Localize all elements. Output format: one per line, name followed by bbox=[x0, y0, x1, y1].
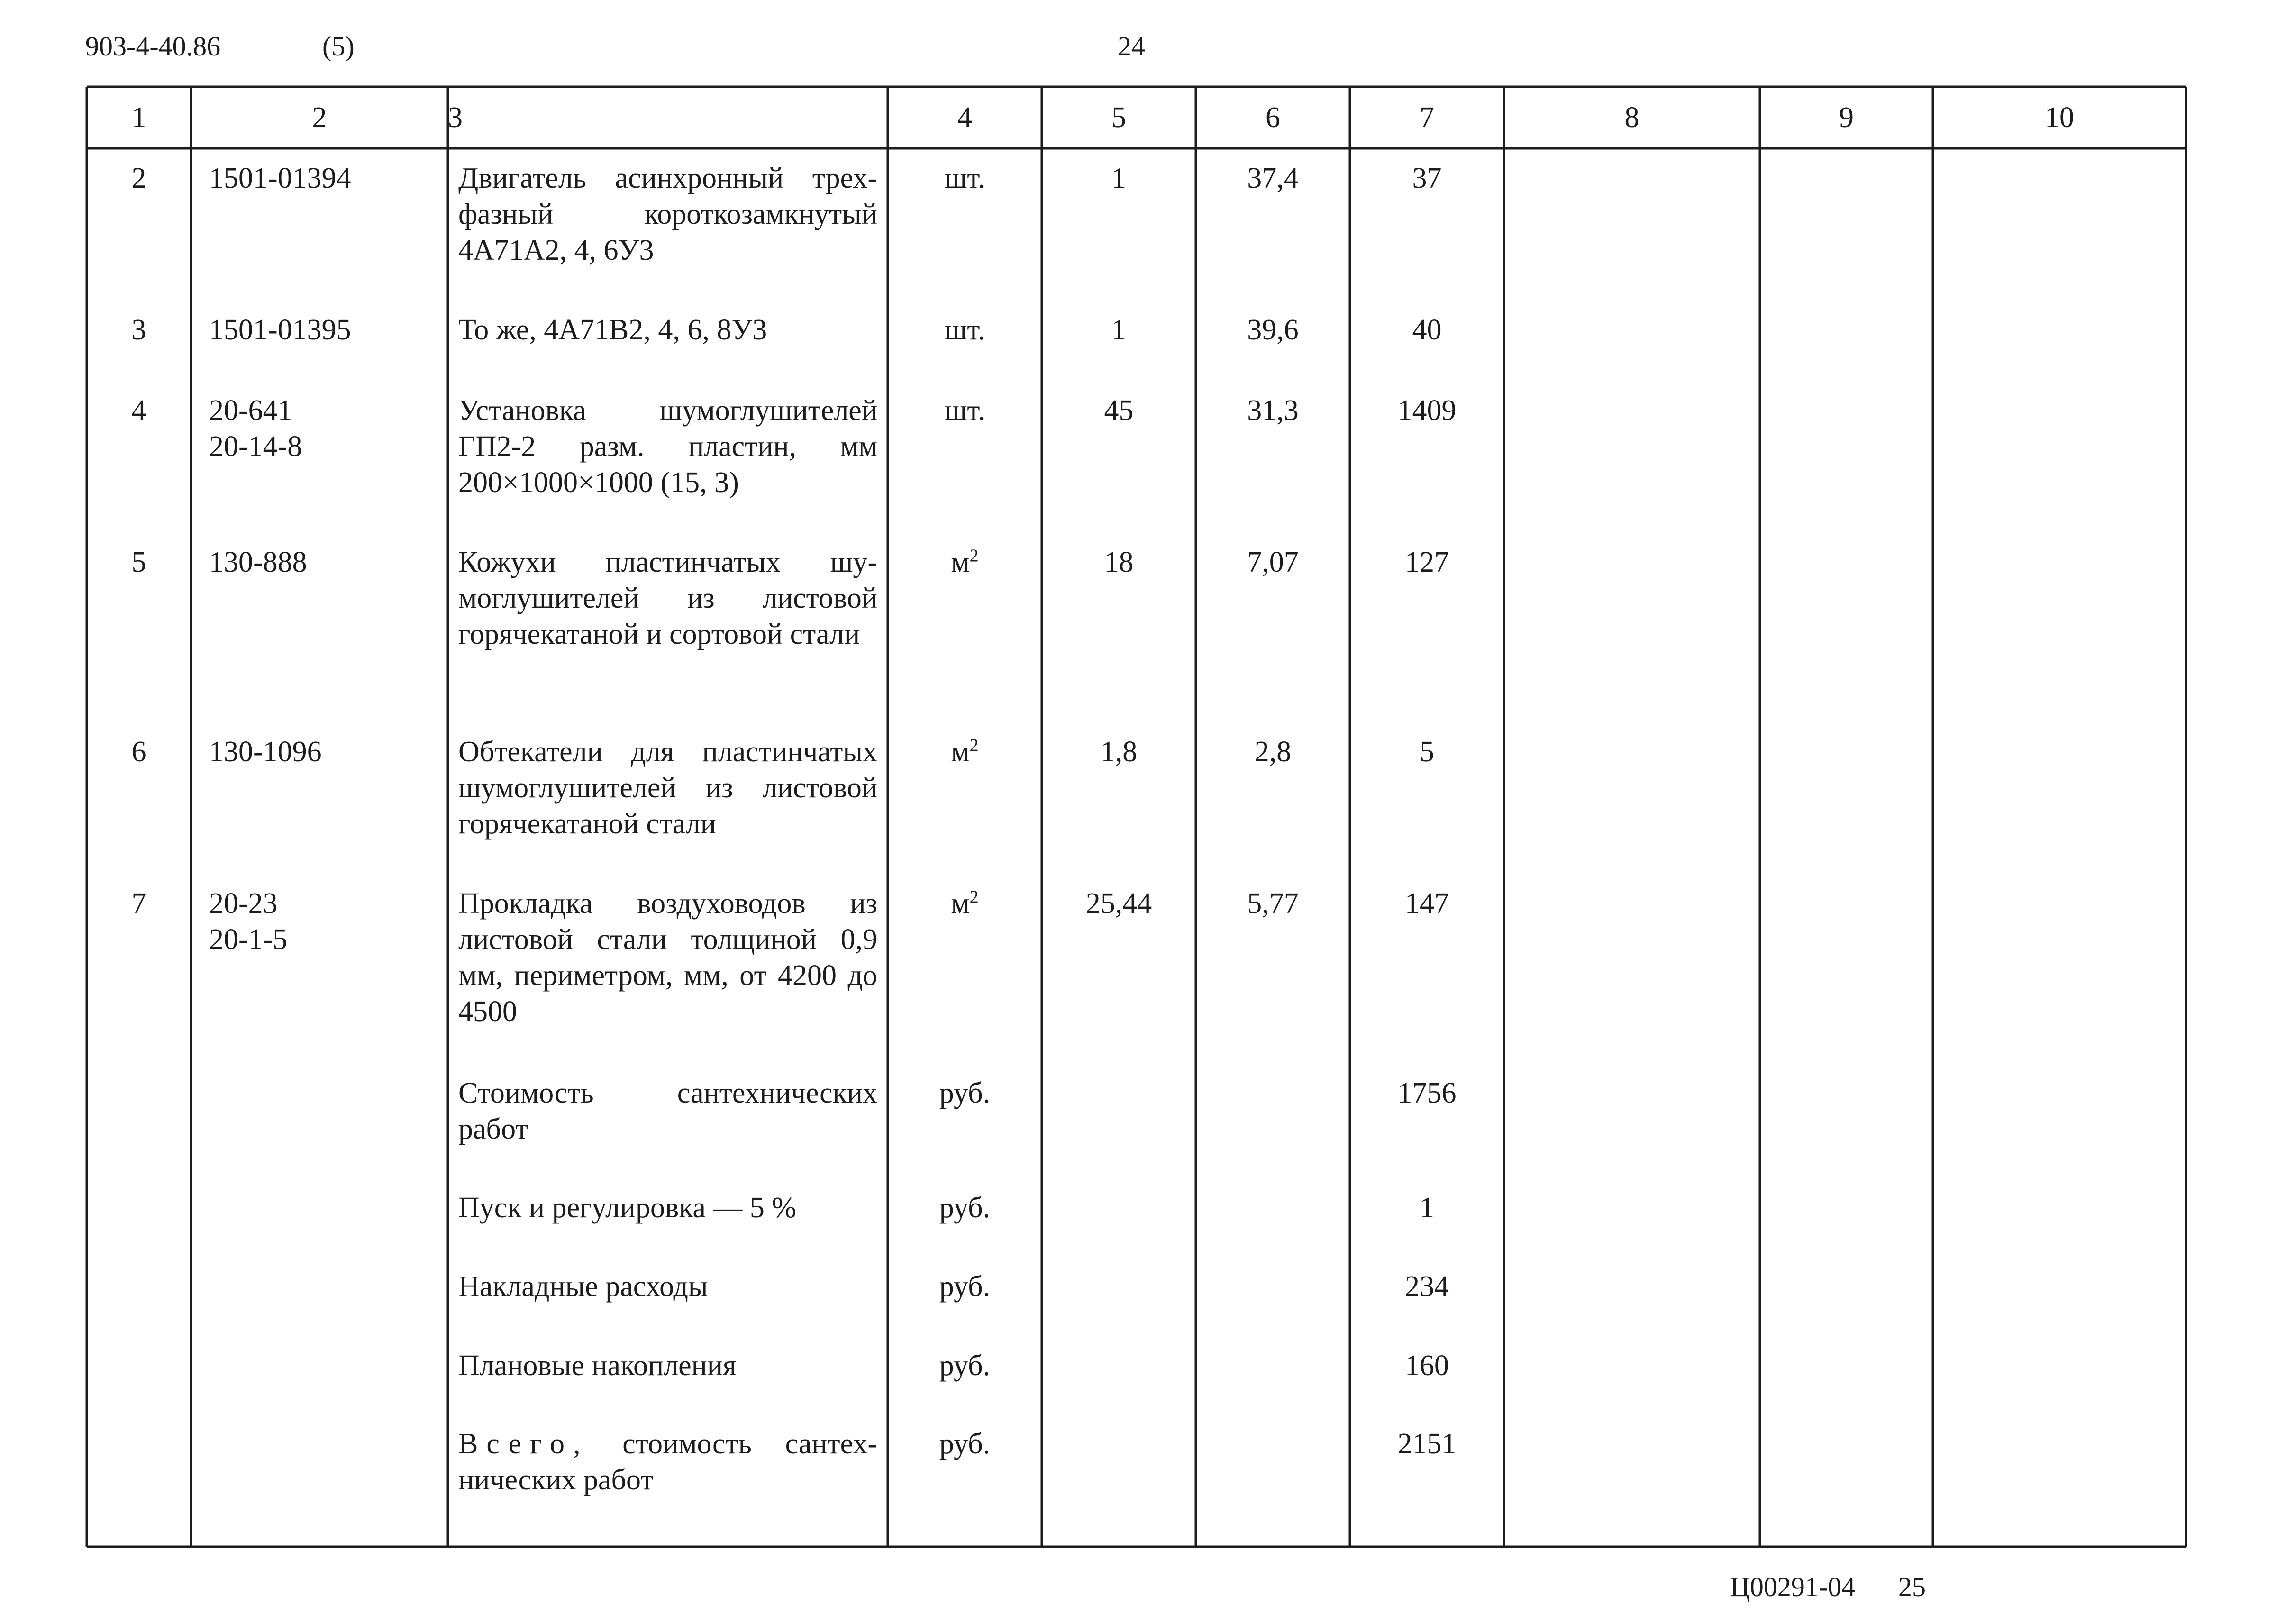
item-unit bbox=[888, 160, 1042, 196]
row-number: 7 bbox=[131, 887, 146, 920]
summary-total: 234 bbox=[1405, 1270, 1449, 1303]
item-quantity: 1 bbox=[1111, 314, 1126, 346]
summary-total: 1756 bbox=[1397, 1077, 1457, 1109]
item-total: 37 bbox=[1412, 162, 1442, 194]
column-number-3: 3 bbox=[448, 101, 463, 134]
item-total: 40 bbox=[1412, 314, 1442, 346]
item-name: Обтекатели для пластинчатых шумоглушителей из листовой горячекатаной стали bbox=[458, 736, 877, 840]
row-number: 4 bbox=[131, 394, 146, 427]
summary-total: 2151 bbox=[1397, 1428, 1457, 1460]
summary-total: 1 bbox=[1420, 1192, 1434, 1224]
item-code bbox=[209, 312, 430, 348]
item-quantity: 45 bbox=[1104, 394, 1134, 427]
summary-unit: руб. bbox=[939, 1350, 991, 1382]
unit-label: м bbox=[951, 546, 970, 578]
summary-unit: руб. bbox=[939, 1270, 991, 1303]
item-quantity: 25,44 bbox=[1085, 887, 1152, 920]
summary-unit: руб. bbox=[939, 1428, 991, 1460]
summary-label: стоимость сантех-нических работ bbox=[458, 1428, 878, 1496]
item-code-line: 1501-01394 bbox=[209, 162, 351, 194]
item-total: 5 bbox=[1420, 736, 1434, 768]
item-code bbox=[209, 392, 430, 465]
item-name: То же, 4А71В2, 4, 6, 8У3 bbox=[458, 314, 767, 346]
item-total: 127 bbox=[1405, 546, 1449, 578]
unit-label: шт. bbox=[944, 314, 985, 346]
summary-label: Пуск и регулировка — 5 % bbox=[458, 1192, 797, 1224]
item-code-line: 130-888 bbox=[209, 546, 307, 578]
item-code bbox=[209, 544, 430, 580]
summary-name bbox=[458, 1190, 877, 1226]
summary-name bbox=[458, 1268, 877, 1305]
document-stamp: Ц00291-04 bbox=[1730, 1571, 1856, 1602]
item-quantity: 1 bbox=[1111, 162, 1126, 194]
summary-unit: руб. bbox=[939, 1192, 991, 1224]
item-price: 31,3 bbox=[1247, 394, 1299, 427]
item-price: 2,8 bbox=[1254, 736, 1292, 768]
item-unit bbox=[888, 544, 1042, 580]
summary-name bbox=[458, 1426, 877, 1498]
column-number-8: 8 bbox=[1624, 101, 1639, 134]
summary-name bbox=[458, 1348, 877, 1384]
item-total: 147 bbox=[1405, 887, 1449, 920]
item-code-line: 20-1-5 bbox=[209, 923, 288, 956]
column-number-5: 5 bbox=[1111, 101, 1126, 134]
column-number-6: 6 bbox=[1266, 101, 1280, 134]
item-code bbox=[209, 734, 430, 770]
item-price: 7,07 bbox=[1247, 546, 1299, 578]
column-number-2: 2 bbox=[312, 101, 327, 134]
row-number: 3 bbox=[131, 314, 146, 346]
document-part: (5) bbox=[322, 31, 355, 62]
item-code-line: 20-23 bbox=[209, 887, 278, 920]
summary-label: Накладные расходы bbox=[458, 1270, 708, 1303]
row-number: 6 bbox=[131, 736, 146, 768]
item-code-line: 130-1096 bbox=[209, 736, 322, 768]
document-code: 903-4-40.86 bbox=[85, 31, 221, 62]
item-price: 37,4 bbox=[1247, 162, 1299, 194]
item-total: 1409 bbox=[1397, 394, 1457, 427]
column-number-10: 10 bbox=[2045, 101, 2074, 134]
item-price: 5,77 bbox=[1247, 887, 1299, 920]
item-code bbox=[209, 160, 430, 196]
item-code-line: 1501-01395 bbox=[209, 314, 351, 346]
row-number: 2 bbox=[131, 162, 146, 194]
row-number: 5 bbox=[131, 546, 146, 578]
summary-total: 160 bbox=[1405, 1350, 1449, 1382]
unit-label: м bbox=[951, 736, 970, 768]
item-unit bbox=[888, 734, 1042, 770]
item-unit bbox=[888, 392, 1042, 429]
item-code-line: 20-641 bbox=[209, 394, 292, 427]
item-name: Прокладка воздуховодов из листовой стали толщиной 0,9 мм, периметром, мм, от 4200 до 4500 bbox=[458, 887, 877, 1028]
column-number-9: 9 bbox=[1839, 101, 1854, 134]
page-number: 24 bbox=[1118, 31, 1145, 62]
item-unit bbox=[888, 885, 1042, 921]
unit-label: шт. bbox=[944, 162, 985, 194]
item-price: 39,6 bbox=[1247, 314, 1299, 346]
summary-prefix: Всего, bbox=[458, 1428, 589, 1460]
unit-exponent: 2 bbox=[969, 546, 979, 566]
unit-exponent: 2 bbox=[969, 735, 979, 756]
column-number-7: 7 bbox=[1420, 101, 1434, 134]
unit-label: шт. bbox=[944, 394, 985, 427]
unit-exponent: 2 bbox=[969, 887, 979, 907]
column-number-1: 1 bbox=[131, 101, 146, 134]
stamp-page-number: 25 bbox=[1898, 1571, 1926, 1602]
item-code-line: 20-14-8 bbox=[209, 430, 302, 463]
summary-label: Плановые накопления bbox=[458, 1350, 737, 1382]
summary-unit: руб. bbox=[939, 1077, 991, 1109]
column-number-4: 4 bbox=[957, 101, 972, 134]
summary-label: Стоимость сантехнических работ bbox=[458, 1077, 877, 1145]
item-name: Двигатель асинхронный трех-фазный короткозамкнутый 4А71А2, 4, 6У3 bbox=[458, 162, 877, 266]
item-unit bbox=[888, 312, 1042, 348]
item-name: Установка шумоглушителей ГП2-2 разм. пластин, мм 200×1000×1000 (15, 3) bbox=[458, 394, 877, 499]
item-name: Кожухи пластинчатых шу-моглушителей из листовой горячекатаной и сортовой стали bbox=[458, 546, 877, 650]
unit-label: м bbox=[951, 887, 970, 920]
item-quantity: 1,8 bbox=[1100, 736, 1138, 768]
item-code bbox=[209, 885, 430, 958]
item-quantity: 18 bbox=[1104, 546, 1134, 578]
summary-name bbox=[458, 1075, 877, 1147]
